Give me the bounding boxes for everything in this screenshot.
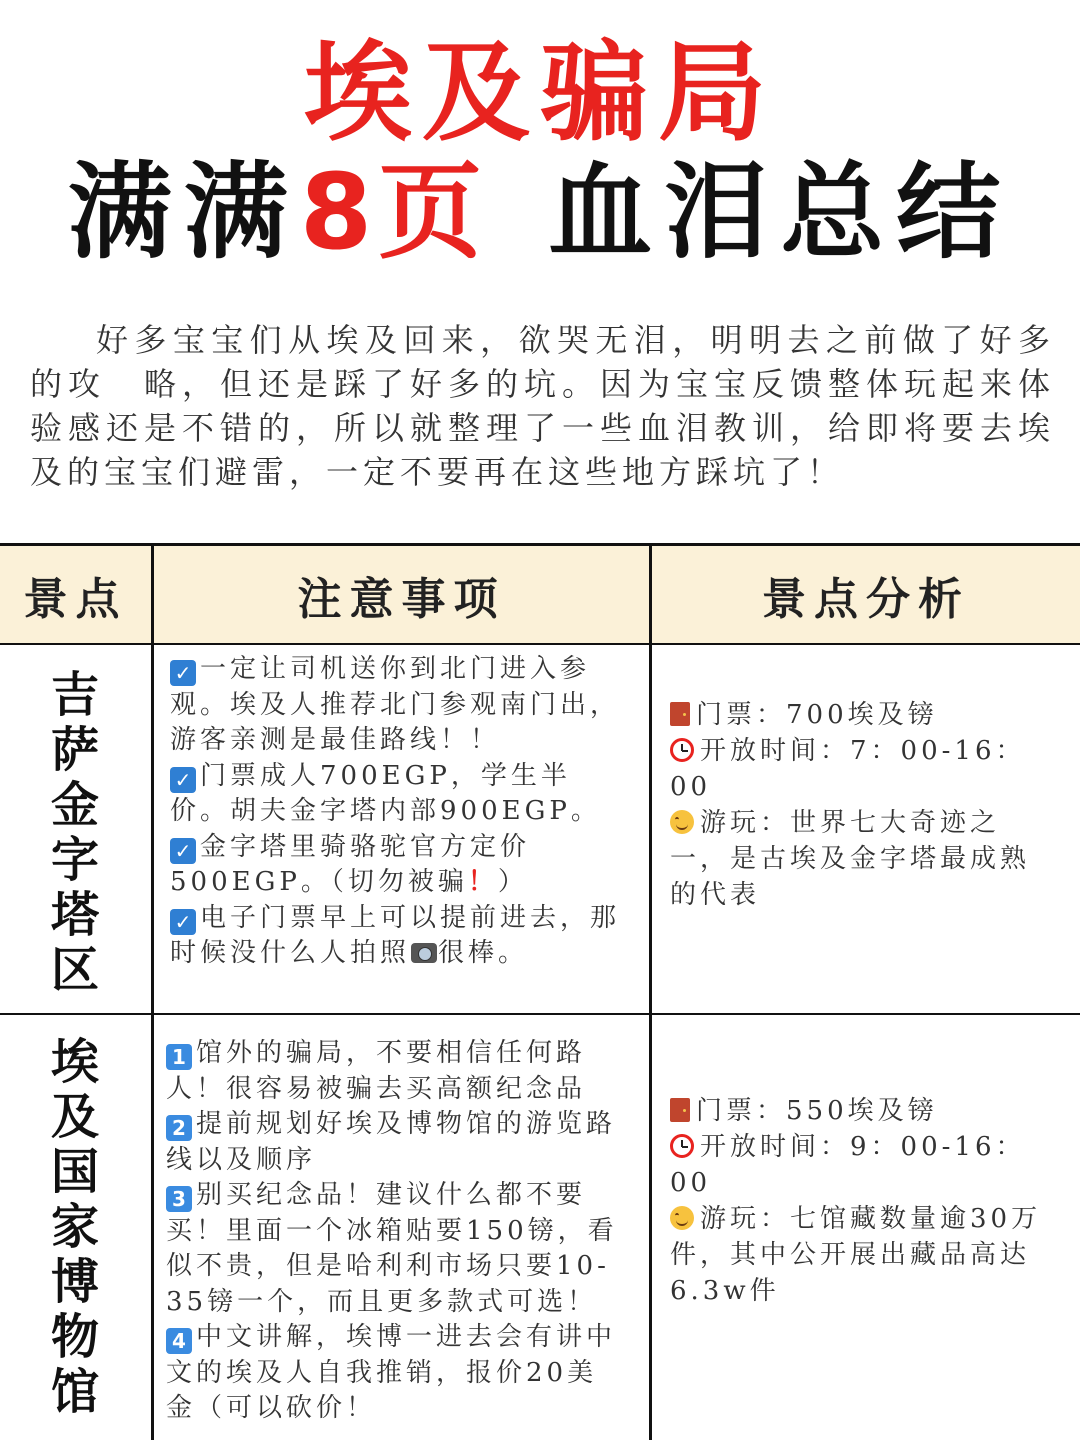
opening-hours: 开放时间：9：00-16：00	[670, 1132, 1026, 1198]
intro-paragraph: 好多宝宝们从埃及回来，欲哭无泪，明明去之前做了好多的攻 略，但还是踩了好多的坑。因为宝宝反馈整体玩起来体验感还是不错的，所以就整理了一些血泪教训，给即将要去埃及的宝宝们避雷，一定不要再在这些地方踩坑了！	[30, 321, 1055, 491]
door-icon	[670, 1098, 690, 1122]
note-item: ✓ 电子门票早上可以提前进去，那时候没什么人拍照 很棒。	[170, 902, 621, 968]
row-2-sight-name: 埃及国家博物馆	[50, 1034, 99, 1420]
ticket-price: 门票：550埃及镑	[670, 1093, 1045, 1129]
table-header-border	[0, 643, 1080, 645]
number-icon: 4	[166, 1328, 192, 1354]
subtitle-part-2: 血泪总结	[548, 151, 1013, 273]
row-1-notes	[170, 652, 630, 972]
info-table	[0, 543, 1080, 1440]
subtitle-part-1: 满满	[67, 151, 300, 273]
opening-hours: 开放时间：7：00-16：00	[670, 736, 1026, 802]
table-col-divider-2	[649, 543, 652, 1440]
note-item: ✓ 一定让司机送你到北门进入参观。埃及人推荐北门参观南门出，游客亲测是最佳路线！！	[170, 654, 621, 755]
note-item: 1 馆外的骗局，不要相信任何路人！很容易被骗去买高额纪念品	[166, 1038, 587, 1104]
table-row-divider	[0, 1013, 1080, 1015]
row-2-notes	[166, 1036, 626, 1427]
number-icon: 3	[166, 1186, 192, 1212]
play-info: 游玩：七馆藏数量逾30万件，其中公开展出藏品高达6.3w件	[670, 1204, 1042, 1306]
note-item: 3 别买纪念品！建议什么都不要买！里面一个冰箱贴要150镑，看似不贵，但是哈利利市场只要10-35镑一个，而且更多款式可选！	[166, 1180, 618, 1317]
row-2-analysis	[670, 1093, 1045, 1309]
check-icon: ✓	[170, 660, 196, 686]
note-item: 4 中文讲解，埃博一进去会有讲中文的埃及人自我推销，报价20美金（可以砍价！	[166, 1322, 617, 1423]
camera-icon	[411, 943, 437, 963]
number-icon: 1	[166, 1044, 192, 1070]
subtitle-page-count: 8页	[299, 151, 489, 273]
header-analysis: 景点分析	[762, 573, 970, 625]
warning-mark: ！	[467, 867, 498, 897]
alarm-clock-icon	[670, 1134, 694, 1158]
play-info: 游玩：世界七大奇迹之一，是古埃及金字塔最成熟的代表	[670, 808, 1031, 910]
page-subtitle	[0, 152, 1080, 272]
check-icon: ✓	[170, 838, 196, 864]
note-item: ✓ 金字塔里骑骆驼官方定价500EGP。（切勿被骗！）	[170, 831, 531, 897]
ticket-price: 门票：700埃及镑	[670, 697, 1045, 733]
row-1-analysis	[670, 697, 1045, 913]
header-sight: 景点	[23, 573, 128, 625]
note-item: ✓ 门票成人700EGP，学生半价。胡夫金字塔内部900EGP。	[170, 760, 601, 826]
table-col-divider-1	[151, 543, 154, 1440]
page-title: 埃及骗局	[303, 31, 776, 156]
smile-icon	[670, 1206, 694, 1230]
door-icon	[670, 702, 690, 726]
row-1-sight-name: 吉萨金字塔区	[50, 667, 99, 998]
smile-icon	[670, 810, 694, 834]
alarm-clock-icon	[670, 738, 694, 762]
note-item: 2 提前规划好埃及博物馆的游览路线以及顺序	[166, 1109, 617, 1175]
number-icon: 2	[166, 1115, 192, 1141]
check-icon: ✓	[170, 909, 196, 935]
header-notes: 注意事项	[297, 573, 506, 625]
check-icon: ✓	[170, 767, 196, 793]
